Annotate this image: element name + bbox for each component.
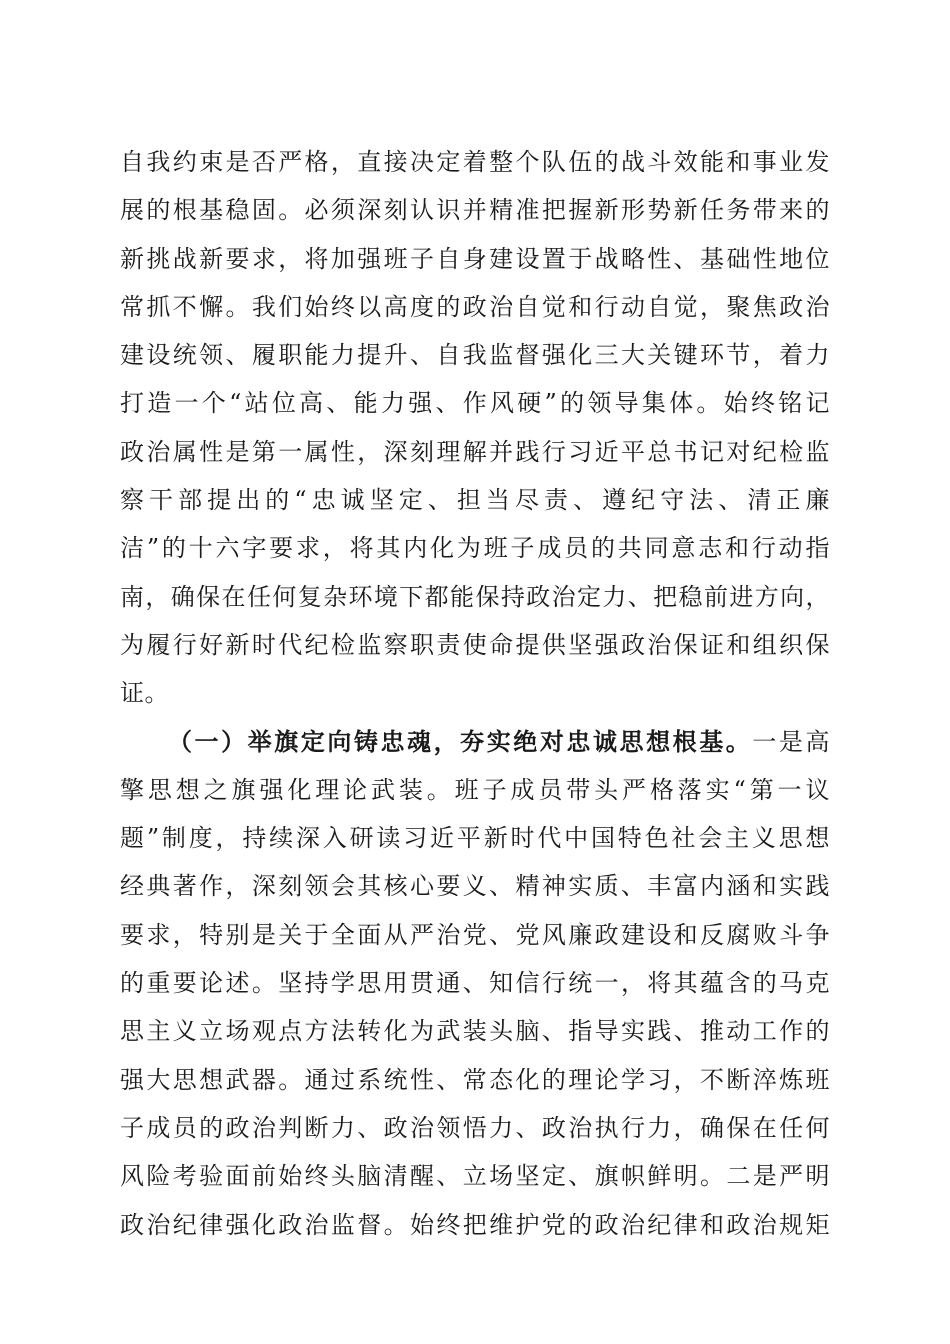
section-first-line-rest: 一是高 (752, 727, 830, 756)
text-line: 洁”的十六字要求，将其内化为班子成员的共同意志和行动指 (120, 534, 830, 563)
section-heading: （一）举旗定向铸忠魂，夯实绝对忠诚思想根基。 (168, 726, 753, 756)
text-line: 政治属性是第一属性，深刻理解并践行习近平总书记对纪检监 (120, 437, 830, 466)
text-line: 子成员的政治判断力、政治领悟力、政治执行力，确保在任何 (120, 1113, 830, 1142)
section-first-line (120, 718, 830, 766)
text-line: 风险考验面前始终头脑清醒、立场坚定、旗帜鲜明。二是严明 (120, 1162, 830, 1191)
text-line: 为履行好新时代纪检监察职责使命提供坚强政治保证和组织保 (120, 630, 830, 659)
text-line: 常抓不懈。我们始终以高度的政治自觉和行动自觉，聚焦政治 (120, 292, 830, 321)
text-line: 要求，特别是关于全面从严治党、党风廉政建设和反腐败斗争 (120, 920, 830, 949)
text-line: 思主义立场观点方法转化为武装头脑、指导实践、推动工作的 (120, 1017, 830, 1046)
text-line: 建设统领、履职能力提升、自我监督强化三大关键环节，着力 (120, 341, 830, 370)
text-line: 题”制度，持续深入研读习近平新时代中国特色社会主义思想 (120, 824, 830, 853)
text-line: 打造一个“站位高、能力强、作风硬”的领导集体。始终铭记 (120, 389, 830, 418)
text-line: 擎思想之旗强化理论武装。班子成员带头严格落实“第一议 (120, 775, 830, 804)
text-line: 南，确保在任何复杂环境下都能保持政治定力、把稳前进方向， (120, 582, 830, 611)
text-line: 自我约束是否严格，直接决定着整个队伍的战斗效能和事业发 (120, 148, 830, 176)
text-line: 政治纪律强化政治监督。始终把维护党的政治纪律和政治规矩 (120, 1210, 830, 1239)
text-line: 察干部提出的“忠诚坚定、担当尽责、遵纪守法、清正廉 (120, 486, 830, 515)
text-line: 经典著作，深刻领会其核心要义、精神实质、丰富内涵和实践 (120, 872, 830, 901)
text-line: 证。 (120, 679, 169, 708)
text-line: 新挑战新要求，将加强班子自身建设置于战略性、基础性地位 (120, 244, 830, 273)
text-line: 展的根基稳固。必须深刻认识并精准把握新形势新任务带来的 (120, 196, 830, 225)
text-line: 强大思想武器。通过系统性、常态化的理论学习，不断淬炼班 (120, 1065, 830, 1094)
body-text (120, 138, 830, 1249)
text-line: 的重要论述。坚持学思用贯通、知信行统一，将其蕴含的马克 (120, 969, 830, 998)
